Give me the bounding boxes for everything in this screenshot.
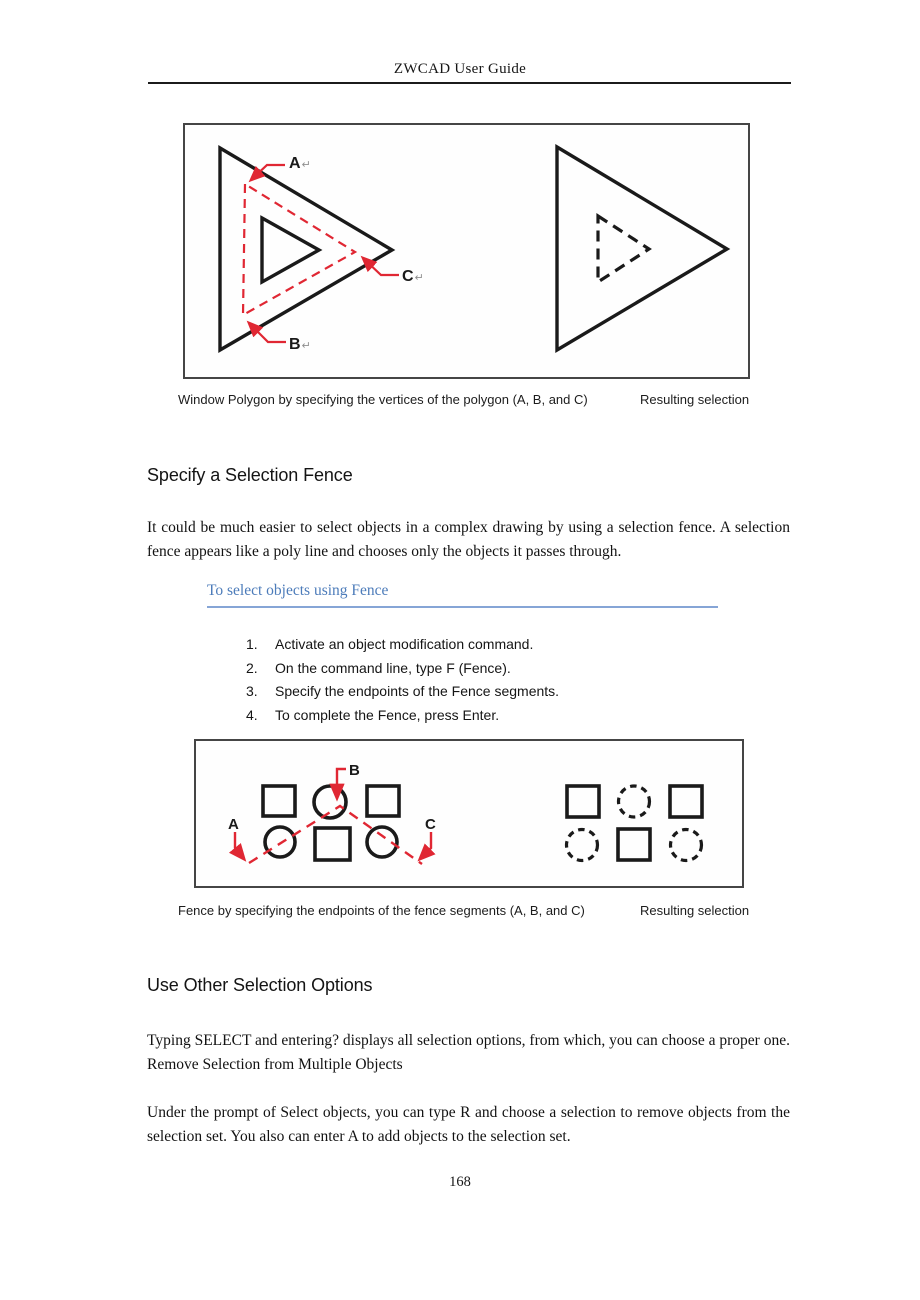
fence-label-c: C	[425, 816, 436, 833]
step-number: 1.	[246, 636, 258, 652]
step-text: Specify the endpoints of the Fence segments.	[275, 683, 560, 699]
figure1-caption: Window Polygon by specifying the vertices of the polygon (A, B, and C)	[178, 392, 588, 407]
figure-window-polygon	[183, 123, 750, 379]
square-shape	[670, 786, 702, 817]
leader-arrow-c	[363, 258, 399, 275]
page-number: 168	[449, 1174, 471, 1190]
header-divider	[148, 82, 791, 84]
step-item	[246, 706, 559, 730]
step-number: 3.	[246, 683, 258, 699]
figure-fence-selection	[194, 739, 744, 888]
step-text: Activate an object modification command.	[275, 636, 534, 652]
outer-triangle-left	[220, 148, 392, 350]
step-text: To complete the Fence, press Enter.	[275, 706, 500, 723]
square-shape	[618, 829, 650, 860]
paragraph-line: Typing SELECT and entering? displays all selection options, from which, you can choose a proper one.	[147, 1032, 790, 1049]
outer-triangle-right	[557, 147, 727, 350]
remove-add-paragraph	[147, 1101, 790, 1148]
vertex-label-b: B↵	[289, 336, 311, 353]
paragraph-line: Remove Selection from Multiple Objects	[147, 1055, 403, 1073]
square-shape	[315, 828, 350, 860]
figure2-caption-result: Resulting selection	[640, 903, 750, 918]
paragraph-line: selection set. You also can enter A to add objects to the selection set.	[147, 1127, 571, 1145]
square-shape	[567, 786, 599, 817]
fence-arrow-c	[420, 832, 431, 859]
circle-shape	[314, 786, 346, 818]
procedure-heading: To select objects using Fence	[207, 582, 389, 599]
step-item	[246, 635, 559, 659]
step-number: 2.	[246, 659, 258, 676]
figure2-caption: Fence by specifying the endpoints of the fence segments (A, B, and C)	[178, 903, 585, 918]
section-heading-other-options: Use Other Selection Options	[147, 975, 373, 995]
page-header-title: ZWCAD User Guide	[393, 61, 527, 77]
circle-shape	[265, 827, 295, 857]
paragraph-line: It could be much easier to select objects in a complex drawing by using a selection fence. A selection	[147, 519, 790, 536]
inner-triangle-left	[262, 218, 319, 282]
select-options-paragraph	[147, 1029, 790, 1076]
square-shape	[263, 786, 295, 816]
step-number: 4.	[246, 706, 258, 723]
fence-arrow-a	[235, 832, 244, 859]
paragraph-line: Under the prompt of Select objects, you can type R and choose a selection to remove objects from the	[147, 1104, 790, 1121]
selected-circle-dashed	[619, 786, 650, 817]
step-text: On the command line, type F (Fence).	[275, 659, 511, 676]
selected-circle-dashed	[671, 830, 702, 861]
selected-triangle-dashed	[598, 216, 649, 282]
fence-label-a: A	[228, 816, 239, 833]
square-shape	[367, 786, 399, 816]
vertex-label-a: A↵	[289, 155, 311, 172]
step-item	[246, 682, 559, 706]
fence-illustration	[196, 741, 742, 886]
leader-arrow-b	[249, 323, 286, 342]
paragraph-line: fence appears like a poly line and chooses only the objects it passes through.	[147, 542, 622, 560]
figure1-caption-result: Resulting selection	[640, 392, 750, 407]
window-polygon-illustration	[185, 125, 748, 377]
vertex-label-c: C↵	[402, 268, 424, 285]
fence-intro-paragraph	[147, 516, 790, 563]
polygon-selection-dashed	[243, 184, 355, 315]
fence-label-b: B	[349, 762, 360, 779]
procedure-divider	[207, 606, 718, 608]
step-item	[246, 659, 559, 683]
section-heading-selection-fence: Specify a Selection Fence	[147, 465, 353, 485]
procedure-steps	[246, 635, 559, 729]
selected-circle-dashed	[567, 830, 598, 861]
